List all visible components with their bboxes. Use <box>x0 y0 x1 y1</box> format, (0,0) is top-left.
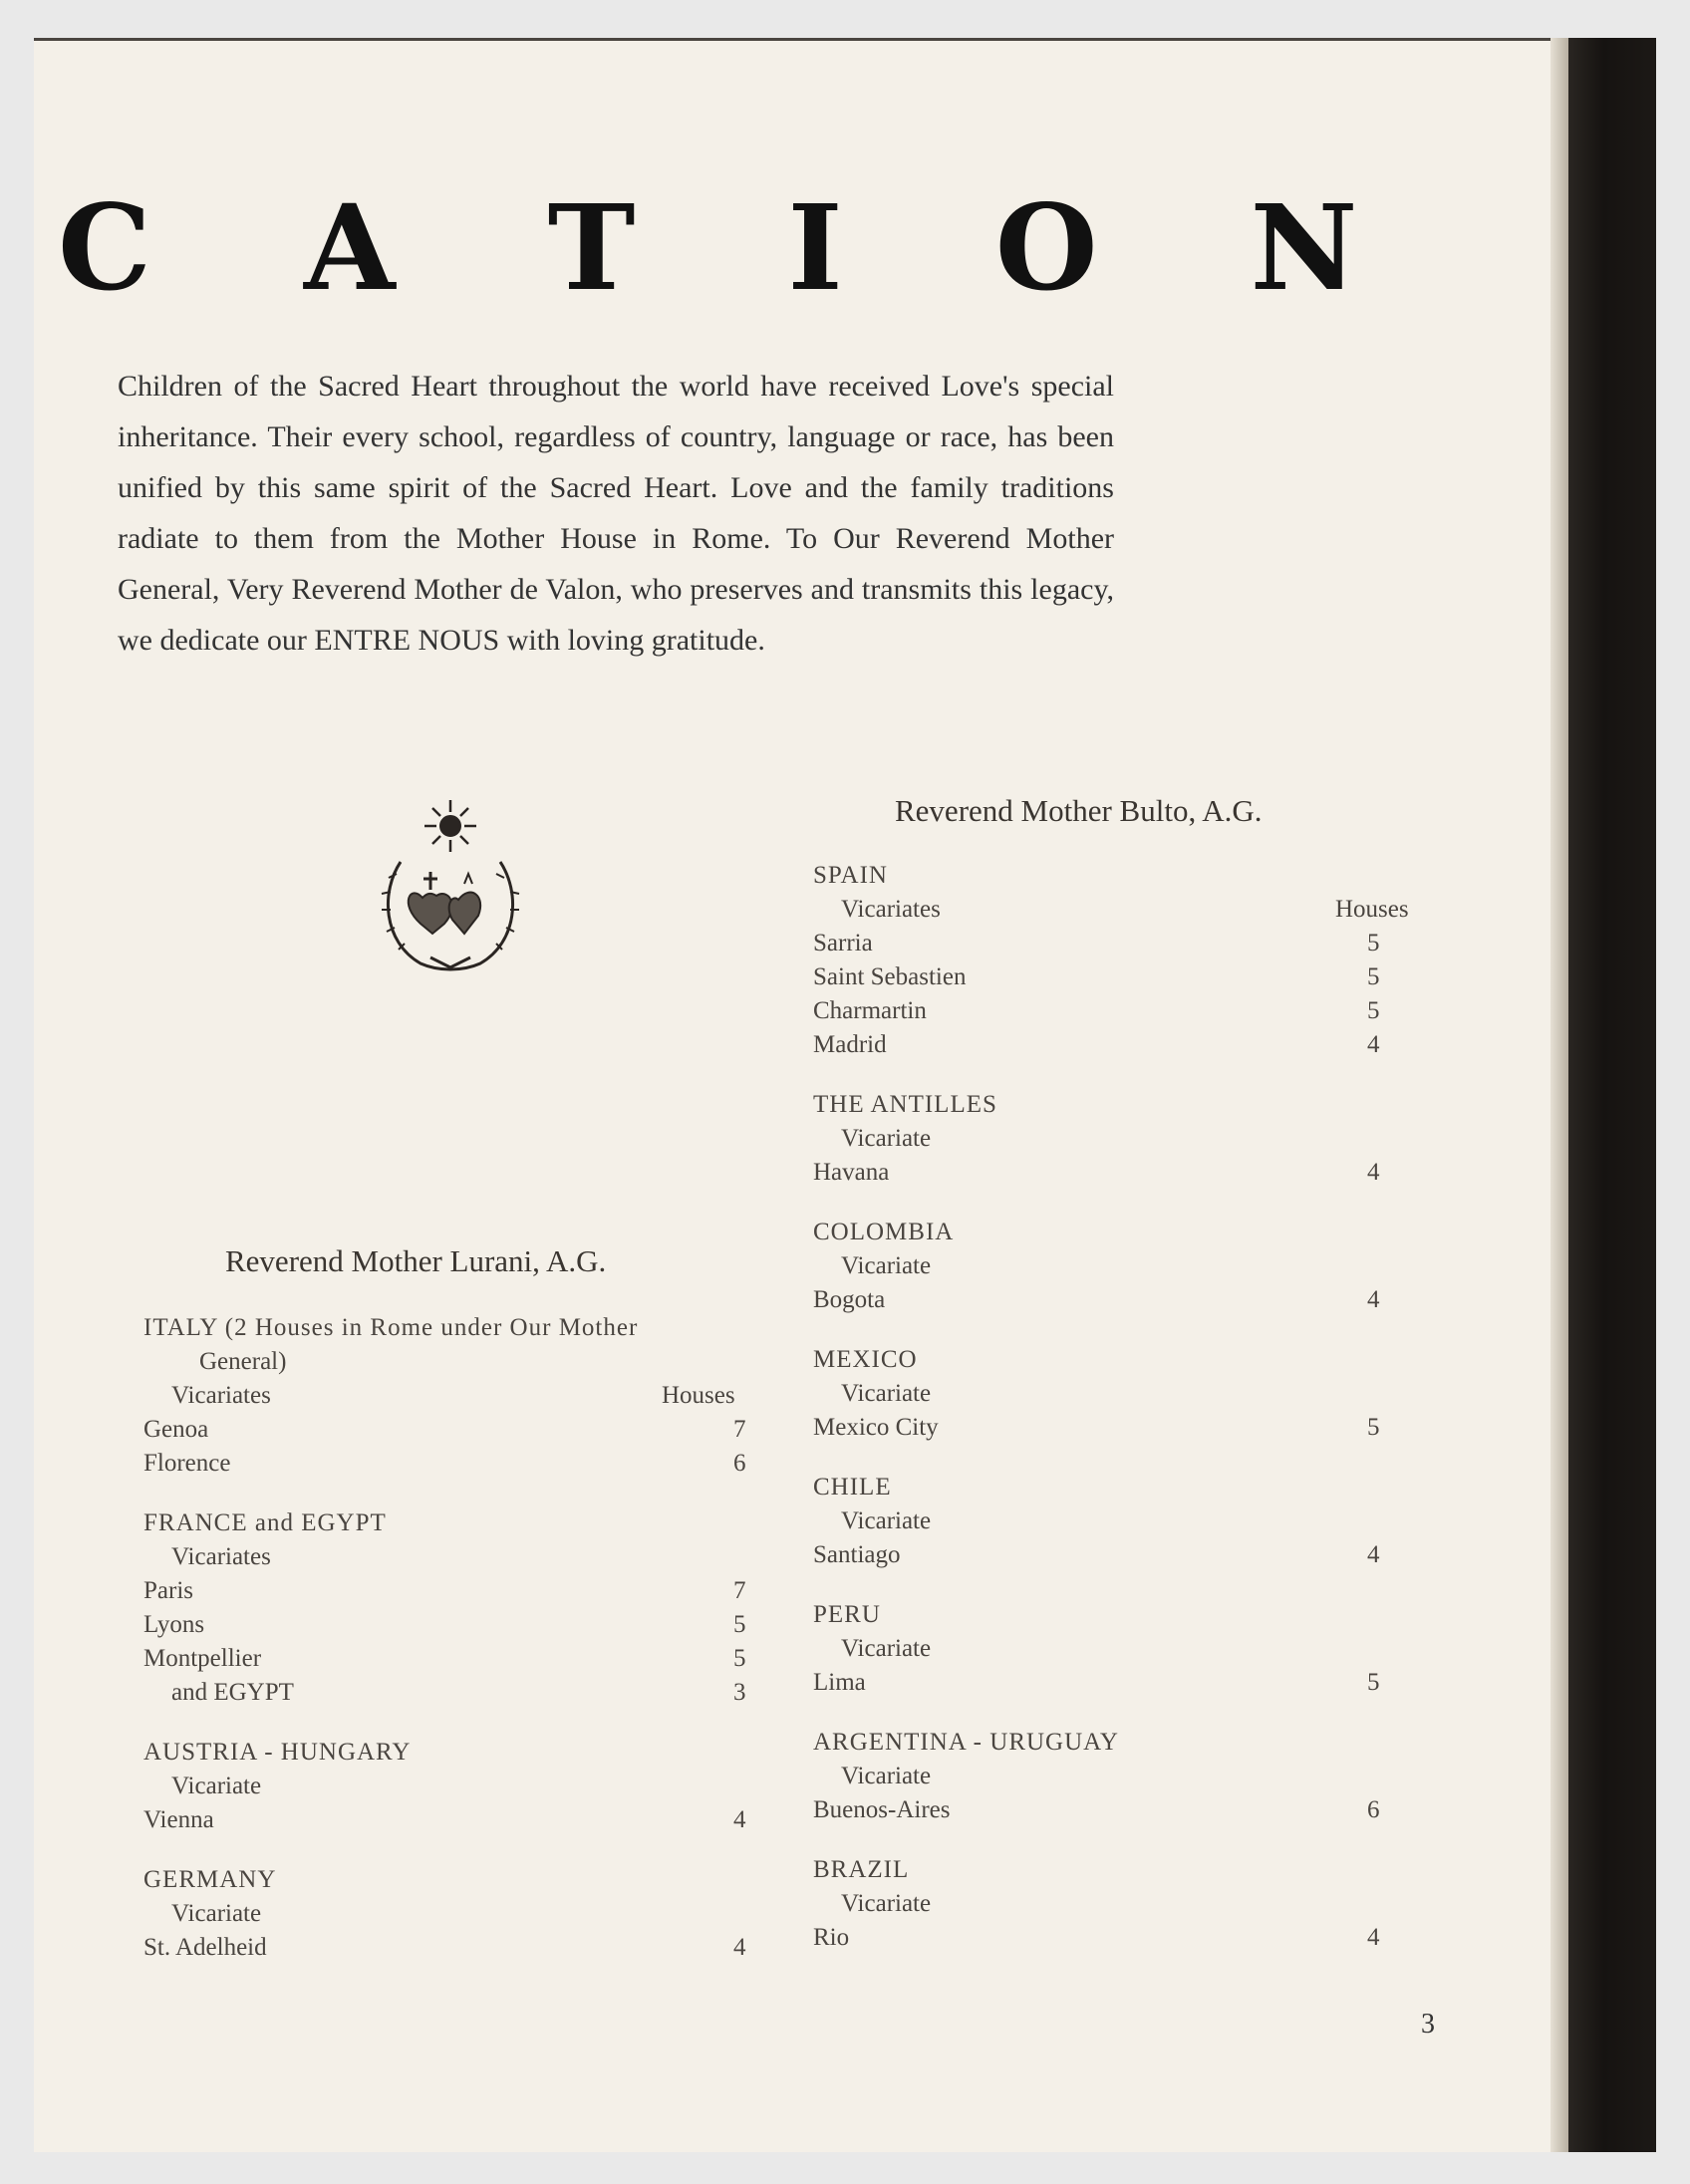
france-section <box>143 1506 746 1710</box>
vicariate-name: Madrid <box>813 1031 887 1058</box>
country-italy: ITALY (2 Houses in Rome under Our Mother <box>143 1314 639 1341</box>
houses-label: Houses <box>662 1382 735 1409</box>
table-row <box>813 960 1380 994</box>
table-row <box>813 1283 1380 1317</box>
italy-section <box>143 1311 746 1481</box>
table-row <box>143 1931 746 1965</box>
antilles-section <box>813 1088 1380 1190</box>
houses-count: 5 <box>1367 963 1380 990</box>
vicariate-name: Vienna <box>143 1806 214 1833</box>
country-spain: SPAIN <box>813 862 888 889</box>
houses-label: Houses <box>1335 896 1409 923</box>
vicariate-name: Lima <box>813 1669 866 1696</box>
table-row <box>813 1921 1380 1955</box>
houses-count: 5 <box>1367 1414 1380 1441</box>
vicariate-label: Vicariate <box>171 1773 262 1799</box>
vicariate-name: and EGYPT <box>171 1679 294 1706</box>
vicariate-name: Lyons <box>143 1611 205 1638</box>
vicariate-label: Vicariate <box>171 1900 262 1927</box>
headline: C A T I O N <box>58 178 1414 317</box>
vicariate-label: Vicariate <box>841 1890 932 1917</box>
houses-count: 5 <box>1367 930 1380 956</box>
vicariate-name: Saint Sebastien <box>813 963 967 990</box>
houses-count: 5 <box>1367 1669 1380 1696</box>
vicariate-name: Paris <box>143 1577 193 1604</box>
table-row <box>143 1608 746 1642</box>
spain-section <box>813 859 1409 1062</box>
vicariate-name: Rio <box>813 1924 850 1951</box>
houses-count: 6 <box>1367 1796 1380 1823</box>
vicariate-name: Genoa <box>143 1416 209 1443</box>
country-argentina: ARGENTINA - URUGUAY <box>813 1729 1119 1756</box>
table-row <box>813 994 1380 1028</box>
houses-count: 4 <box>733 1806 746 1833</box>
houses-count: 4 <box>733 1934 746 1961</box>
table-row <box>143 1676 746 1710</box>
country-france: FRANCE and EGYPT <box>143 1509 387 1536</box>
houses-count: 4 <box>1367 1541 1380 1568</box>
houses-count: 5 <box>733 1645 746 1672</box>
vicariate-header-row <box>813 893 1409 927</box>
page-edge <box>1550 38 1568 2152</box>
vicariate-label: Vicariate <box>841 1125 932 1152</box>
left-heading: Reverend Mother Lurani, A.G. <box>225 1243 607 1278</box>
houses-count: 7 <box>733 1577 746 1604</box>
country-colombia: COLOMBIA <box>813 1219 955 1245</box>
table-row <box>813 1156 1380 1190</box>
germany-section <box>143 1863 746 1965</box>
vicariate-name: Havana <box>813 1159 890 1186</box>
vicariate-name: Sarria <box>813 930 873 956</box>
vicariate-name: St. Adelheid <box>143 1934 267 1961</box>
table-row <box>813 1028 1380 1062</box>
table-row <box>143 1642 746 1676</box>
country-germany: GERMANY <box>143 1866 277 1893</box>
table-row <box>813 1538 1380 1572</box>
mexico-section <box>813 1343 1380 1445</box>
houses-count: 5 <box>733 1611 746 1638</box>
vicariate-name: Mexico City <box>813 1414 939 1441</box>
book-spine <box>1568 38 1656 2152</box>
vicariate-name: Santiago <box>813 1541 901 1568</box>
vicariate-name: Montpellier <box>143 1645 262 1672</box>
page-number: 3 <box>1421 2009 1435 2040</box>
table-row <box>813 927 1380 960</box>
country-brazil: BRAZIL <box>813 1856 910 1883</box>
left-column <box>143 1311 746 1991</box>
table-row <box>143 1803 746 1837</box>
vicariate-label: Vicariate <box>841 1380 932 1407</box>
country-mexico: MEXICO <box>813 1346 918 1373</box>
houses-count: 3 <box>733 1679 746 1706</box>
houses-count: 7 <box>733 1416 746 1443</box>
colombia-section <box>813 1216 1380 1317</box>
vicariate-label: Vicariate <box>841 1507 932 1534</box>
vicariate-name: Bogota <box>813 1286 886 1313</box>
table-row <box>143 1447 746 1481</box>
table-row <box>143 1574 746 1608</box>
country-austria: AUSTRIA - HUNGARY <box>143 1739 412 1766</box>
intro-paragraph: Children of the Sacred Heart throughout the world have received Love's special inheritance. Their every school, regardless of country, language or race, has been unified by this same spirit of the Sacred Heart. Love and the family traditions radiate to them from the Mother House in Rome. To Our Reverend Mother General, Very Reverend Mother de Valon, who preserves and transmits this legacy, we dedicate our ENTRE NOUS with loving gratitude. <box>118 370 1114 657</box>
table-row <box>143 1413 746 1447</box>
table-row <box>813 1666 1380 1700</box>
country-antilles: THE ANTILLES <box>813 1091 997 1118</box>
chile-section <box>813 1471 1380 1572</box>
right-heading: Reverend Mother Bulto, A.G. <box>895 793 1263 828</box>
country-italy-cont: General) <box>199 1348 287 1375</box>
table-row <box>813 1411 1380 1445</box>
vicariate-name: Buenos-Aires <box>813 1796 951 1823</box>
vicariate-label: Vicariates <box>171 1382 271 1409</box>
vicariate-label: Vicariate <box>841 1635 932 1662</box>
vicariate-name: Florence <box>143 1450 231 1477</box>
houses-count: 5 <box>1367 997 1380 1024</box>
vicariate-name: Charmartin <box>813 997 927 1024</box>
table-row <box>813 1793 1380 1827</box>
argentina-section <box>813 1726 1380 1827</box>
austria-section <box>143 1736 746 1837</box>
vicariate-label: Vicariates <box>841 896 941 923</box>
houses-count: 4 <box>1367 1924 1380 1951</box>
sacred-heart-emblem-icon <box>361 792 540 981</box>
brazil-section <box>813 1853 1380 1955</box>
vicariate-label: Vicariates <box>171 1543 271 1570</box>
houses-count: 4 <box>1367 1286 1380 1313</box>
houses-count: 4 <box>1367 1159 1380 1186</box>
right-column <box>813 859 1409 1981</box>
peru-section <box>813 1598 1380 1700</box>
houses-count: 6 <box>733 1450 746 1477</box>
vicariate-label: Vicariate <box>841 1252 932 1279</box>
vicariate-header-row <box>143 1379 735 1413</box>
country-chile: CHILE <box>813 1474 892 1501</box>
houses-count: 4 <box>1367 1031 1380 1058</box>
vicariate-label: Vicariate <box>841 1763 932 1789</box>
country-peru: PERU <box>813 1601 881 1628</box>
